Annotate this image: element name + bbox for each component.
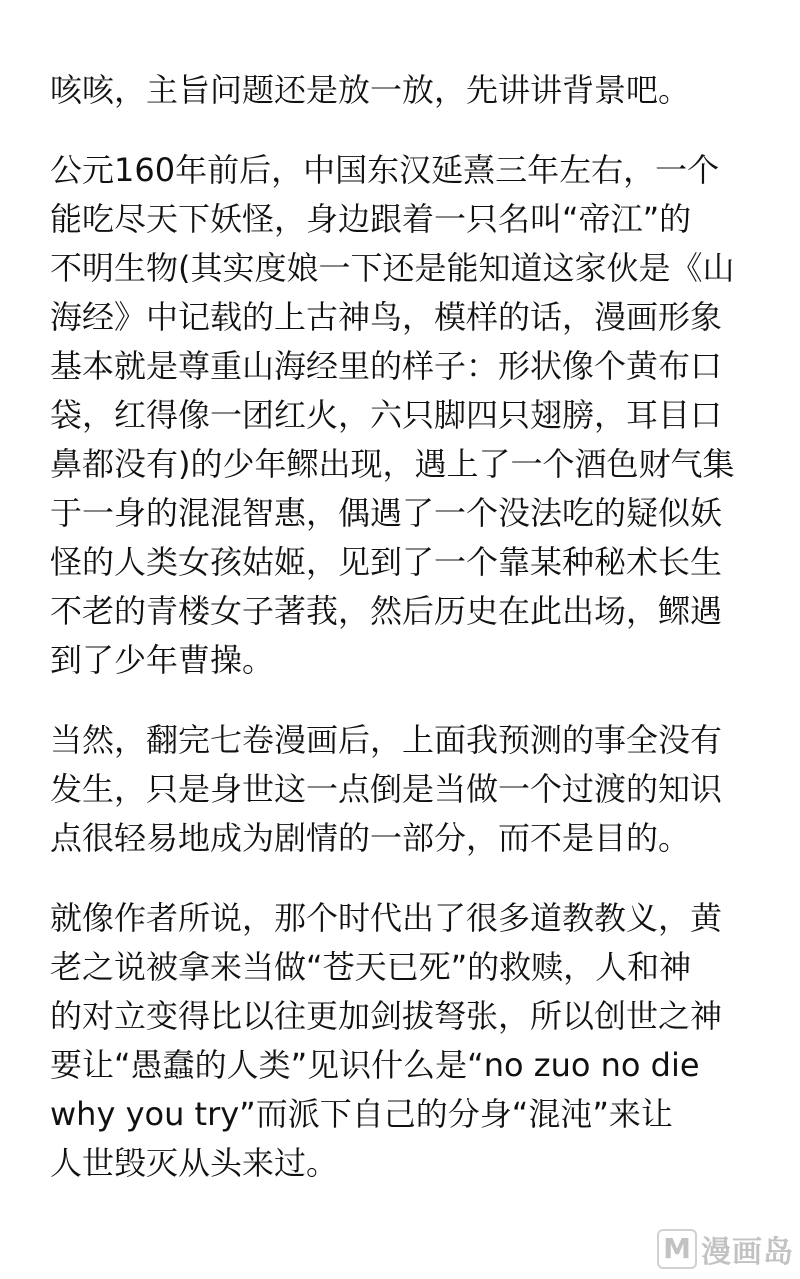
text-line: 于一身的混混智惠，偶遇了一个没法吃的疑似妖 bbox=[50, 494, 723, 532]
text-line: 能吃尽天下妖怪，身边跟着一只名叫“帝江”的 bbox=[50, 200, 692, 238]
text-line: 鼻都没有)的少年鳏出现，遇上了一个酒色财气集 bbox=[50, 445, 735, 483]
text-line: 不老的青楼女子著莪，然后历史在此出场，鳏遇 bbox=[50, 592, 723, 630]
site-watermark bbox=[657, 1227, 794, 1271]
text-line: 怪的人类女孩姑姬，见到了一个靠某种秘术长生 bbox=[50, 543, 723, 581]
paragraph-3 bbox=[50, 716, 760, 863]
text-line: 要让“愚蠢的人类”见识什么是“no zuo no die bbox=[50, 1046, 700, 1084]
text-line: 发生，只是身世这一点倒是当做一个过渡的知识 bbox=[50, 770, 723, 808]
watermark-text: 漫画岛 bbox=[701, 1235, 794, 1270]
text-line: 点很轻易地成为剧情的一部分，而不是目的。 bbox=[50, 819, 691, 857]
text-line: 咳咳，主旨问题还是放一放，先讲讲背景吧。 bbox=[50, 71, 691, 109]
text-line: 到了少年曹操。 bbox=[50, 641, 275, 679]
paragraph-2 bbox=[50, 146, 760, 685]
text-line: 的对立变得比以往更加剑拔弩张，所以创世之神 bbox=[50, 997, 723, 1035]
text-line: 就像作者所说，那个时代出了很多道教教义，黄 bbox=[50, 899, 723, 937]
text-line: 海经》中记载的上古神鸟，模样的话，漫画形象 bbox=[50, 298, 723, 336]
text-line: 袋，红得像一团红火，六只脚四只翅膀，耳目口 bbox=[50, 396, 723, 434]
paragraph-1 bbox=[50, 66, 760, 115]
paragraph-4 bbox=[50, 894, 760, 1188]
text-line: 人世毁灭从头来过。 bbox=[50, 1144, 339, 1182]
text-line: 基本就是尊重山海经里的样子：形状像个黄布口 bbox=[50, 347, 723, 385]
text-line: why you try”而派下自己的分身“混沌”来让 bbox=[50, 1095, 673, 1133]
text-line: 老之说被拿来当做“苍天已死”的救赎，人和神 bbox=[50, 948, 692, 986]
text-line: 当然，翻完七卷漫画后，上面我预测的事全没有 bbox=[50, 721, 723, 759]
article-body bbox=[50, 66, 760, 1219]
watermark-logo-icon: M bbox=[657, 1229, 697, 1269]
text-line: 公元160年前后，中国东汉延熹三年左右，一个 bbox=[50, 151, 720, 189]
text-line: 不明生物(其实度娘一下还是能知道这家伙是《山 bbox=[50, 249, 735, 287]
